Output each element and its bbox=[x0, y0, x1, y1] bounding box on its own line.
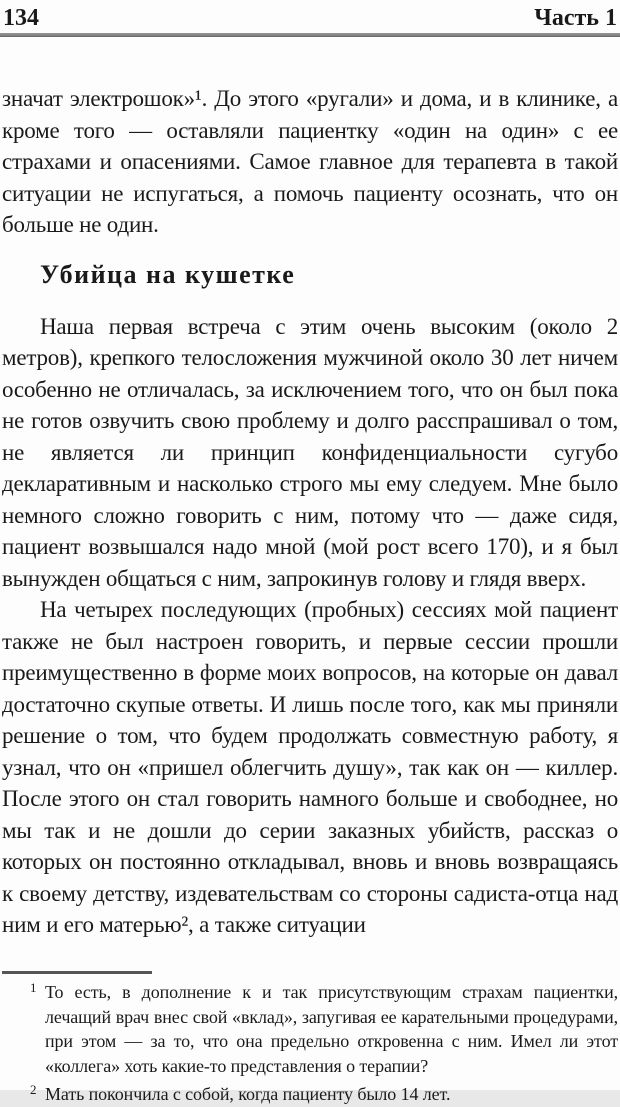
footnote-text: Мать покончила с собой, когда пациенту было 14 лет. bbox=[45, 1084, 451, 1104]
running-header bbox=[0, 0, 620, 31]
page-number: 134 bbox=[3, 5, 39, 31]
footnote-marker: 2 bbox=[30, 1082, 37, 1097]
page-body bbox=[2, 83, 618, 941]
paragraph: значат электрошок»¹. До этого «ругали» и дома, и в клинике, а кроме того — оставляли пациентку «один на один» с ее страхами и опасениями. Самое главное для терапевта в такой ситуации не испугаться, а помочь пациенту осознать, что он больше не один. bbox=[2, 86, 618, 237]
footnote bbox=[2, 1082, 618, 1107]
section-label: Часть 1 bbox=[534, 5, 617, 31]
footnote-rule bbox=[2, 971, 152, 974]
footnote-marker: 1 bbox=[30, 980, 37, 995]
footnotes-section bbox=[2, 971, 618, 1107]
header-rule bbox=[0, 33, 620, 37]
paragraph: Наша первая встреча с этим очень высоким (около 2 метров), крепкого телосложения мужчиной около 30 лет ничем особенно не отличалась, за исключением того, что он был пока не готов озвучить свою проблему и долго расспрашивал о том, не является ли принцип конфиденциальности сугубо декларативным и насколько строго мы ему следуем. Мне было немного сложно говорить с ним, потому что — даже сидя, пациент возвышался надо мной (мой рост всего 170), и я был вынужден общаться с ним, запрокинув голову и глядя вверх. bbox=[2, 313, 618, 591]
paragraph: На четырех последующих (пробных) сессиях мой пациент также не был настроен говорить, и первые сессии прошли преимущественно в форме моих вопросов, на которые он давал достаточно скупые ответы. И лишь после того, как мы приняли решение о том, что будем продолжать совместную работу, я узнал, что он «пришел облегчить душу», так как он — киллер. После этого он стал говорить намного больше и свободнее, но мы так и не дошли до серии заказных убийств, рассказ о которых он постоянно откладывал, вновь и вновь возвращаясь к своему детству, издевательствам со стороны садиста-отца над ним и его матерью², а также ситуации bbox=[2, 597, 618, 937]
footnote bbox=[2, 980, 618, 1078]
footnote-text: То есть, в дополнение к и так присутствующим страхам пациентки, лечащий врач внес свой «вклад», запугивая ее карательными процедурами, при этом — за то, что она предельно откровенна с ним. Имел ли этот «коллега» хоть какие-то представления о терапии? bbox=[45, 982, 618, 1076]
section-heading: Убийца на кушетке bbox=[40, 259, 296, 289]
